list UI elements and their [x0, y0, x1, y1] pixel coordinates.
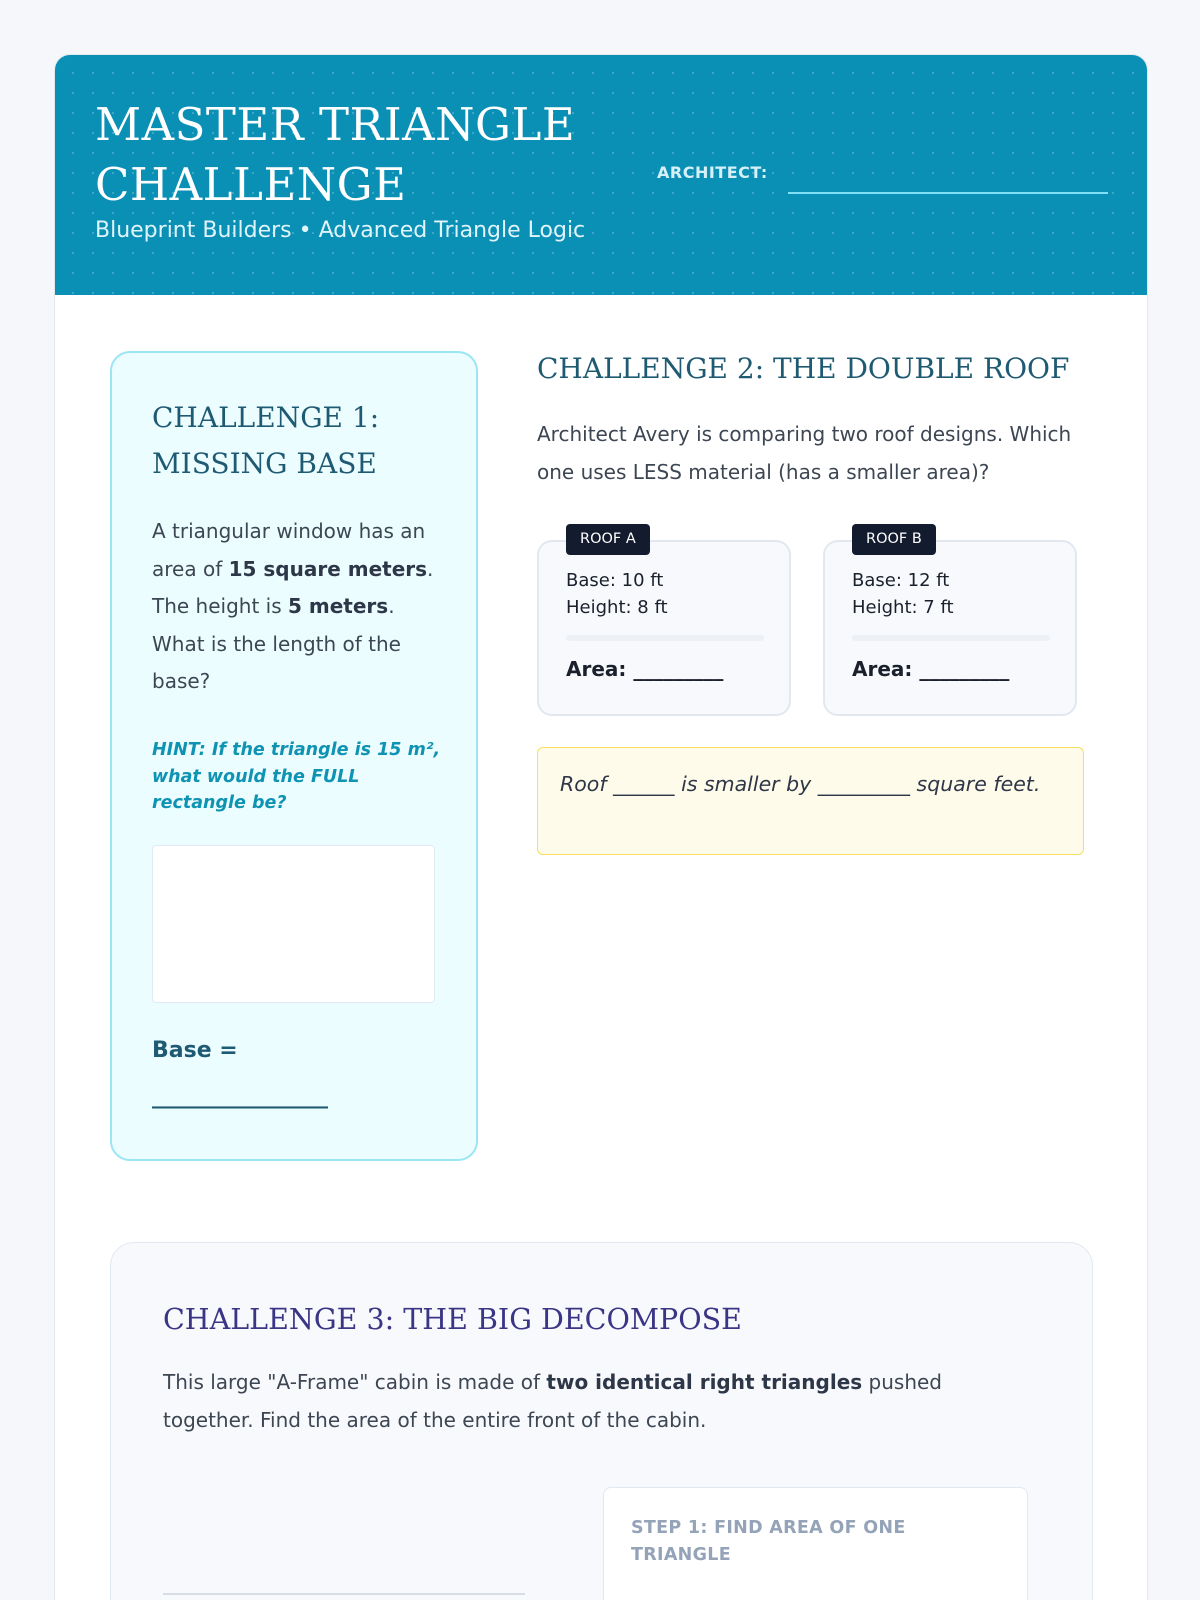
challenge-2-title: CHALLENGE 2: THE DOUBLE ROOF [537, 352, 1070, 385]
challenge-3-text: This large "A-Frame" cabin is made of [163, 1370, 547, 1394]
challenge-1-text: . The height is [152, 556, 434, 618]
roof-b-divider [852, 635, 1050, 641]
roof-b-height: Height: 7 ft [852, 597, 954, 618]
challenge-1-answer-line[interactable]: Base = ________________ [152, 1038, 328, 1109]
challenge-2-result-sentence[interactable]: Roof ______ is smaller by _________ square feet. [537, 747, 1084, 855]
challenge-1-text: . What is the length of the base? [152, 594, 401, 693]
worksheet [54, 54, 1148, 1600]
roof-a-base: Base: 10 ft [566, 570, 664, 591]
challenge-3-step-1-label: STEP 1: FIND AREA OF ONE TRIANGLE [631, 1518, 906, 1565]
challenge-3-emphasis: two identical right triangles [546, 1370, 863, 1394]
roof-a-badge: ROOF A [566, 524, 650, 555]
roof-a-card [537, 531, 791, 716]
challenge-2-prompt: Architect Avery is comparing two roof designs. Which one uses LESS material (has a smaller area)? [537, 422, 1072, 484]
architect-label: ARCHITECT: [657, 163, 768, 182]
roof-b-card [823, 531, 1077, 716]
challenge-3-step-1-box[interactable] [603, 1487, 1028, 1600]
challenge-1-prompt [152, 513, 442, 701]
challenge-1-height-value: 5 meters [288, 594, 389, 618]
challenge-1-hint: HINT: If the triangle is 15 m², what would the FULL rectangle be? [152, 740, 441, 813]
worksheet-header [55, 55, 1148, 295]
challenge-1-card [110, 351, 478, 1161]
challenge-1-area-value: 15 square meters [228, 556, 428, 581]
page-title: MASTER TRIANGLE CHALLENGE [95, 98, 576, 211]
roof-a-height: Height: 8 ft [566, 597, 668, 618]
challenge-3-prompt [163, 1363, 963, 1439]
challenge-1-text: A triangular window has an area of [152, 519, 426, 581]
challenge-1-title: CHALLENGE 1: MISSING BASE [152, 401, 380, 480]
roof-b-badge: ROOF B [852, 524, 936, 555]
page-subtitle: Blueprint Builders • Advanced Triangle Logic [95, 218, 586, 243]
challenge-1-work-area[interactable] [152, 845, 435, 1003]
challenge-3-title: CHALLENGE 3: THE BIG DECOMPOSE [163, 1303, 742, 1336]
roof-a-area-answer[interactable]: Area: _________ [566, 657, 724, 681]
challenge-3-card [110, 1242, 1093, 1600]
roof-b-base: Base: 12 ft [852, 570, 950, 591]
architect-name-line[interactable] [788, 192, 1108, 194]
challenge-3-text: pushed together. Find the area of the entire front of the cabin. [163, 1370, 942, 1432]
roof-b-area-answer[interactable]: Area: _________ [852, 657, 1010, 681]
roof-a-divider [566, 635, 764, 641]
challenge-3-drawing-baseline [163, 1593, 525, 1595]
